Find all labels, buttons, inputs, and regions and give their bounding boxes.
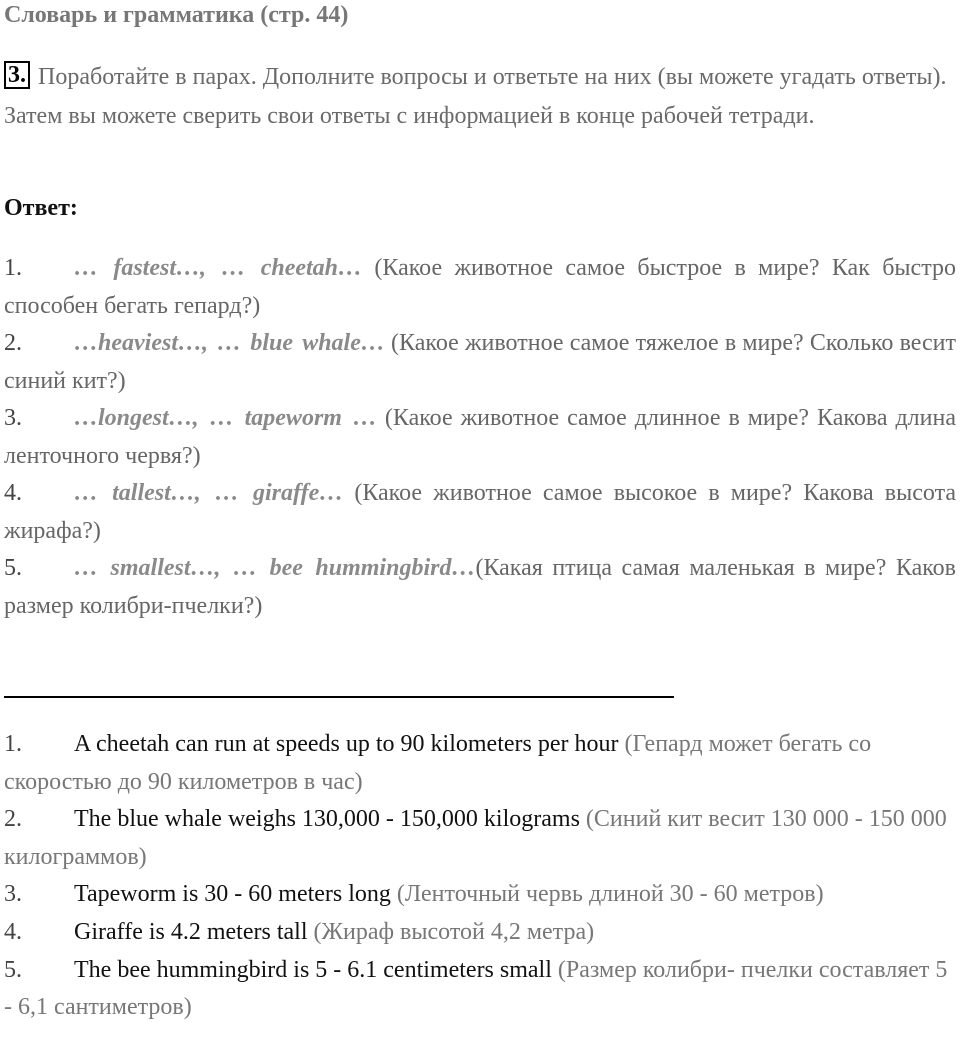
answer-english: … tallest…, … giraffe… [74, 480, 344, 506]
fact-translation: (Жираф высотой 4,2 метра) [307, 918, 595, 945]
fact-item [4, 801, 956, 876]
fact-english: The blue whale weighs 130,000 - 150,000 kilograms [74, 806, 580, 833]
facts-list [4, 726, 956, 1027]
answer-translation: (Какое животное самое длинное в мире? Какова длина ленточного червя?) [4, 405, 956, 469]
fact-item [4, 914, 956, 952]
answer-english: … fastest…, … cheetah… [74, 255, 363, 281]
answer-label: Ответ: [4, 195, 78, 221]
fact-number: 4. [4, 918, 22, 945]
divider-line [4, 696, 674, 698]
answer-number: 5. [4, 555, 22, 581]
fact-number: 5. [4, 956, 22, 983]
answer-english: …heaviest…, … blue whale… [74, 330, 385, 356]
fact-item [4, 952, 956, 1027]
answer-list [4, 250, 956, 625]
task-number-box: 3. [4, 61, 30, 89]
answer-item [4, 550, 956, 625]
fact-english: Tapeworm is 30 - 60 meters long [74, 881, 391, 908]
fact-number: 1. [4, 731, 22, 757]
answer-item [4, 475, 956, 550]
answer-item [4, 250, 956, 325]
fact-english: Giraffe is 4.2 meters tall [74, 918, 308, 945]
answer-translation: (Какая птица самая маленькая в мире? Каков размер колибри-пчелки?) [4, 555, 956, 619]
answer-translation: (Какое животное самое тяжелое в мире? Сколько весит синий кит?) [4, 330, 956, 394]
task-text: Поработайте в парах. Дополните вопросы и ответьте на них (вы можете угадать ответы). Затем вы можете сверить свои ответы с информацией в конце рабочей тетради. [4, 64, 947, 129]
task-block [4, 58, 956, 135]
answer-item [4, 400, 956, 475]
fact-item [4, 876, 956, 914]
fact-english: The bee hummingbird is 5 - 6.1 centimeters small [74, 956, 552, 983]
answer-number: 4. [4, 480, 22, 506]
section-title: Словарь и грамматика (стр. 44) [4, 2, 349, 28]
answer-english: …longest…, … tapeworm … [74, 405, 377, 431]
fact-number: 2. [4, 806, 22, 833]
fact-item [4, 726, 956, 801]
fact-english: A cheetah can run at speeds up to 90 kilometers per hour [74, 731, 619, 757]
fact-translation: (Ленточный червь длиной 30 - 60 метров) [390, 881, 824, 908]
answer-item [4, 325, 956, 400]
answer-translation: (Какое животное самое высокое в мире? Какова высота жирафа?) [4, 480, 957, 544]
fact-translation: (Синий кит весит 130 000 - 150 000 килограммов) [4, 806, 947, 870]
answer-translation: (Какое животное самое быстрое в мире? Как быстро способен бегать гепард?) [4, 255, 956, 319]
fact-translation: (Размер колибри- пчелки составляет 5 - 6,1 сантиметров) [4, 956, 948, 1021]
answer-english: … smallest…, … bee hummingbird… [74, 555, 476, 581]
fact-number: 3. [4, 881, 22, 908]
answer-number: 3. [4, 405, 22, 431]
answer-number: 2. [4, 330, 22, 356]
fact-translation: (Гепард может бегать со скоростью до 90 километров в час) [4, 731, 872, 795]
answer-number: 1. [4, 255, 22, 281]
